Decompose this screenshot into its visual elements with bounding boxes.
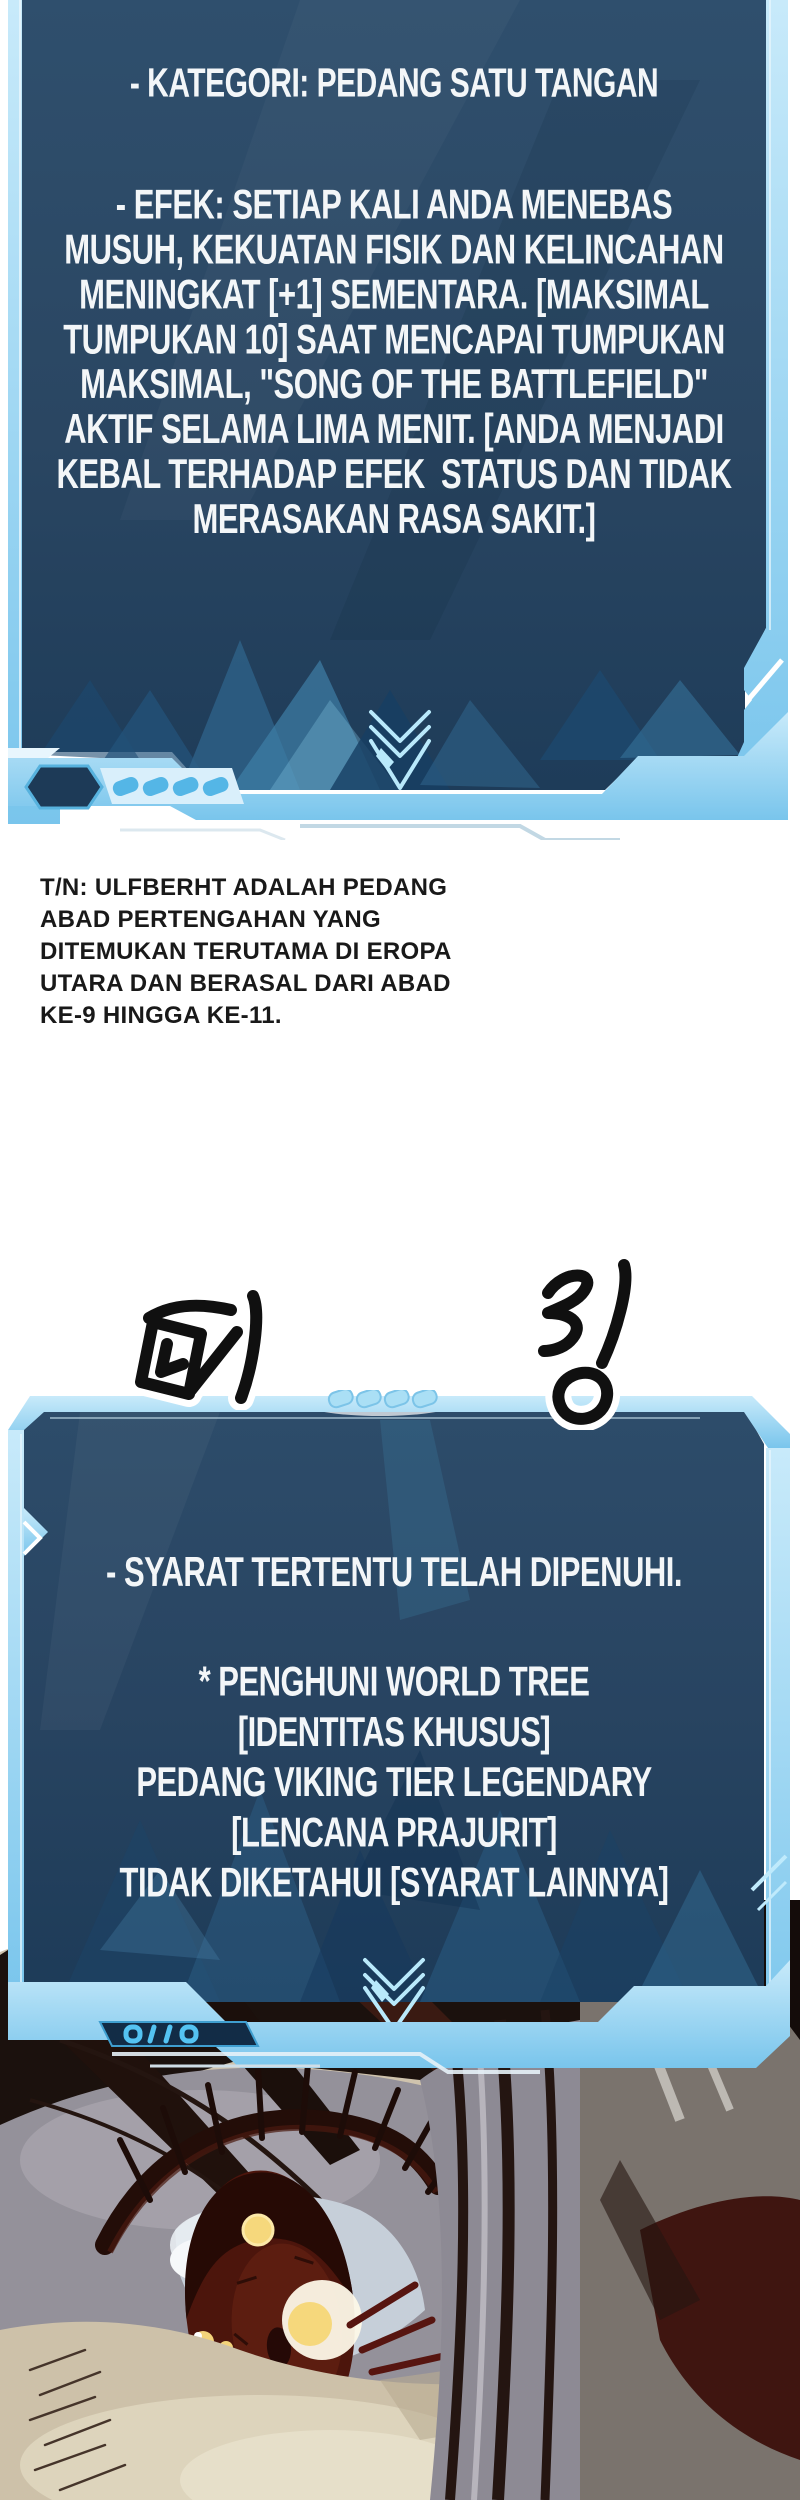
condition-announcement-line: - SYARAT TERTENTU TELAH DIPENUHI. [106, 1548, 682, 1596]
status-text-line: * PENGHUNI WORLD TREE [198, 1657, 590, 1705]
status-text-line: MENINGKAT [+1] SEMENTARA. [MAKSIMAL [79, 270, 709, 318]
status-text-line: PEDANG VIKING TIER LEGENDARY [136, 1758, 652, 1806]
status-text-line: MERASAKAN RASA SAKIT.] [192, 494, 596, 543]
status-text-line: MUSUH, KEKUATAN FISIK DAN KELINCAHAN [64, 225, 724, 274]
status-window-condition [0, 1390, 800, 2080]
status-text-line: [IDENTITAS KHUSUS] [237, 1707, 551, 1756]
translator-note-line: KE-9 HINGGA KE-11. [40, 1002, 282, 1029]
translator-note-line: ABAD PERTENGAHAN YANG [40, 906, 382, 933]
sfx-text-1 [135, 1280, 295, 1410]
status-text-line: TUMPUKAN 10] SAAT MENCAPAI TUMPUKAN [63, 315, 725, 363]
translator-note-line: DITEMUKAN TERUTAMA DI EROPA [40, 938, 452, 965]
translator-note [40, 872, 452, 1032]
translator-note-line: T/N: ULFBERHT ADALAH PEDANG [40, 874, 448, 901]
status-text-line: MAKSIMAL, "SONG OF THE BATTLEFIELD" [80, 360, 708, 408]
condition-detail-text [22, 1656, 766, 1908]
item-effect-text [22, 182, 766, 541]
status-text-line: KEBAL TERHADAP EFEK STATUS DAN TIDAK [56, 449, 732, 498]
status-window-item-info [0, 0, 800, 840]
status-text-line: [LENCANA PRAJURIT] [231, 1808, 557, 1856]
item-category-line: - KATEGORI: PEDANG SATU TANGAN [129, 61, 659, 107]
status-text-line: AKTIF SELAMA LIMA MENIT. [ANDA MENJADI [64, 405, 724, 453]
frame-hex-ornament [26, 766, 102, 808]
status-text-line: TIDAK DIKETAHUI [SYARAT LAINNYA] [119, 1858, 669, 1907]
status-text-line: - EFEK: SETIAP KALI ANDA MENEBAS [115, 180, 673, 229]
translator-note-line: UTARA DAN BERASAL DARI ABAD [40, 970, 451, 997]
sfx-text-2 [520, 1255, 650, 1430]
